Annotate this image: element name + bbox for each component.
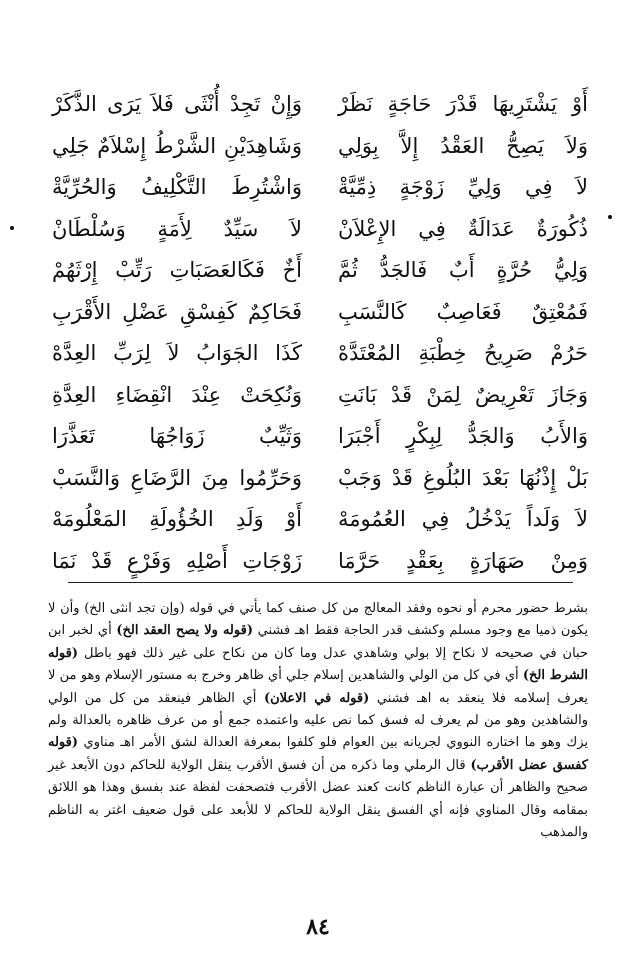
note-text: أي في كل من الولي والشاهدين إسلام جلي أي ظاهر وخرج به مستور الإسلام وهو من لا يعرف إسلامه فلا ينعقد به اهـ فشني	[48, 668, 588, 706]
verse-left-hemistich: وَإِنْ تَجِدْ أُنْثَى فَلاَ يَرَى الذَّكَرْ	[52, 92, 302, 117]
verse-row	[52, 499, 588, 541]
verse-row	[52, 250, 588, 292]
note-heading: (قوله ولا يصح العقد الخ)	[116, 623, 253, 639]
note-heading: (قوله في الاعلان)	[263, 690, 370, 706]
verse-left-hemistich: كَذَا الجَوَابُ لاَ لِرَبِّ العِدَّهْ	[52, 341, 302, 366]
margin-dot	[10, 226, 14, 230]
verse-right-hemistich: وَلاَ يَصِحُّ العَقْدُ إِلاَّ بِوَلِي	[338, 133, 588, 158]
note-text: بشرط حضور محرم أو نحوه وفقد المعالج من كل صنف كما يأتي في قوله (وإن تجد انثى الخ)	[84, 601, 588, 616]
verse-row	[52, 416, 588, 458]
verse-left-hemistich: وَنُكِحَتْ عِنْدَ انْقِضَاءِ العِدَّةِ	[52, 382, 302, 407]
verse-left-hemistich: لاَ سَيِّدٌ لِأَمَةٍ وَسُلْطَانْ	[52, 216, 302, 241]
verse-right-hemistich: فَمُعْتِقٌ فَعَاصِبٌ كَالنَّسَبِ	[338, 299, 588, 324]
verse-row	[52, 209, 588, 251]
verse-right-hemistich: وَجَازَ تَعْرِيضٌ لِمَنْ قَدْ بَانَتِ	[338, 382, 588, 407]
note-heading: (قوله كفسق عضل الأقرب)	[48, 735, 588, 773]
verse-left-hemistich: وَشَاهِدَيْنِ الشَّرْطُ إِسْلاَمٌ جَلِي	[52, 133, 302, 158]
verse-left-hemistich: وَحَرِّمُوا مِنَ الرَّضَاعِ وَالنَّسَبْ	[52, 465, 302, 490]
verse-row	[52, 333, 588, 375]
commentary-footnotes	[48, 598, 588, 844]
verse-right-hemistich: لاَ فِي وَلِيِّ زَوْجَةٍ ذِمِّيَّةْ	[338, 175, 588, 200]
verse-right-hemistich: حَرُمْ صَرِيحُ خِطْبَةِ المُعْتَدَّهْ	[338, 341, 588, 366]
verse-right-hemistich: وَالأَبُ وَالجَدُّ لِبِكْرٍ أَجْبَرَا	[338, 424, 588, 449]
verse-left-hemistich: زَوْجَاتِ أَصْلِهِ وَفَرْعٍ قَدْ نَمَا	[52, 548, 302, 573]
verse-row	[52, 541, 588, 583]
verse-row	[52, 126, 588, 168]
verse-right-hemistich: وَمِنْ صَهَارَةٍ بِعَقْدٍ حَرَّمَا	[338, 548, 588, 573]
verse-right-hemistich: بَلْ إِذْنُهَا بَعْدَ البُلُوغِ قَدْ وَجَبْ	[338, 465, 588, 490]
verse-right-hemistich: وَلِيُّ حُرَّةٍ أَبٌ فَالجَدُّ ثُمَّ	[338, 258, 588, 283]
footnote-separator	[68, 582, 573, 583]
verse-row	[52, 84, 588, 126]
margin-dot	[608, 215, 612, 219]
poem-verses	[52, 84, 588, 582]
note-text: قال الرملي وما ذكره من أن فسق الأقرب ينقل الولاية للحاكم دون الأبعد غير صحيح والظاهر أن عبارة الناظم كانت كعند عضل الأقرب فتصحفت لفظة عند بفسق وهذا هو اللائق بمقامه وقال المناوي فإنه أي الفسق ينقل الولاية للحاكم لا للأبعد على قول ضعيف اغتر به الناظم والمذهب	[48, 757, 588, 841]
page-number: ٨٤	[306, 914, 330, 940]
verse-row	[52, 292, 588, 334]
verse-left-hemistich: وَاشْتُرِطَ التَّكْلِيفُ وَالحُرِّيَّةْ	[52, 175, 302, 200]
verse-row	[52, 458, 588, 500]
footnote-paragraph	[48, 598, 588, 844]
verse-right-hemistich: لاَ وَلَداً يَدْخُلُ فِي العُمُومَهْ	[338, 507, 588, 532]
note-heading: (قوله الشرط الخ)	[48, 645, 589, 684]
note-text: أي الظاهر فينعقد من كل من الولي والشاهدين وهو من لم يعرف له فسق كما نص عليه واعتمده جمع أو من عرف ظاهره بالعدالة ولم يزك وهو ما اختاره النووي لجريانه بين العوام فلو كلفوا بمعرفة العدالة لشق الأمر اهـ مناوي	[48, 690, 589, 751]
verse-right-hemistich: ذُكُورَةٌ عَدَالَةٌ فِي الإِعْلاَنْ	[338, 216, 588, 241]
verse-left-hemistich: أَخٌ فَكَالعَصَبَاتِ رَتِّبْ إِرْثَهُمْ	[52, 258, 302, 283]
verse-left-hemistich: وَثَيِّبٌ زَوَاجُهَا تَعَذَّرَا	[52, 424, 302, 449]
verse-row	[52, 375, 588, 417]
note-text: أي لخبر ابن حبان في صحيحه لا نكاح إلا بولي وشاهدي عدل وما كان من نكاح على غير ذلك فهو باطل	[48, 623, 588, 661]
verse-left-hemistich: فَحَاكِمٌ كَفِسْقِ عَضْلِ الأَقْرَبِ	[52, 299, 302, 324]
note-text: وأن لا يكون ذميا مع وجود مسلم وكشف قدر الحاجة فقط اهـ فشني	[48, 601, 588, 639]
verse-row	[52, 167, 588, 209]
verse-right-hemistich: أَوْ يَشْتَرِيهَا قَدْرَ حَاجَةٍ نَظَرْ	[338, 92, 588, 117]
verse-left-hemistich: أَوْ وَلَدِ الخُؤُولَةِ المَعْلُومَهْ	[52, 507, 302, 532]
